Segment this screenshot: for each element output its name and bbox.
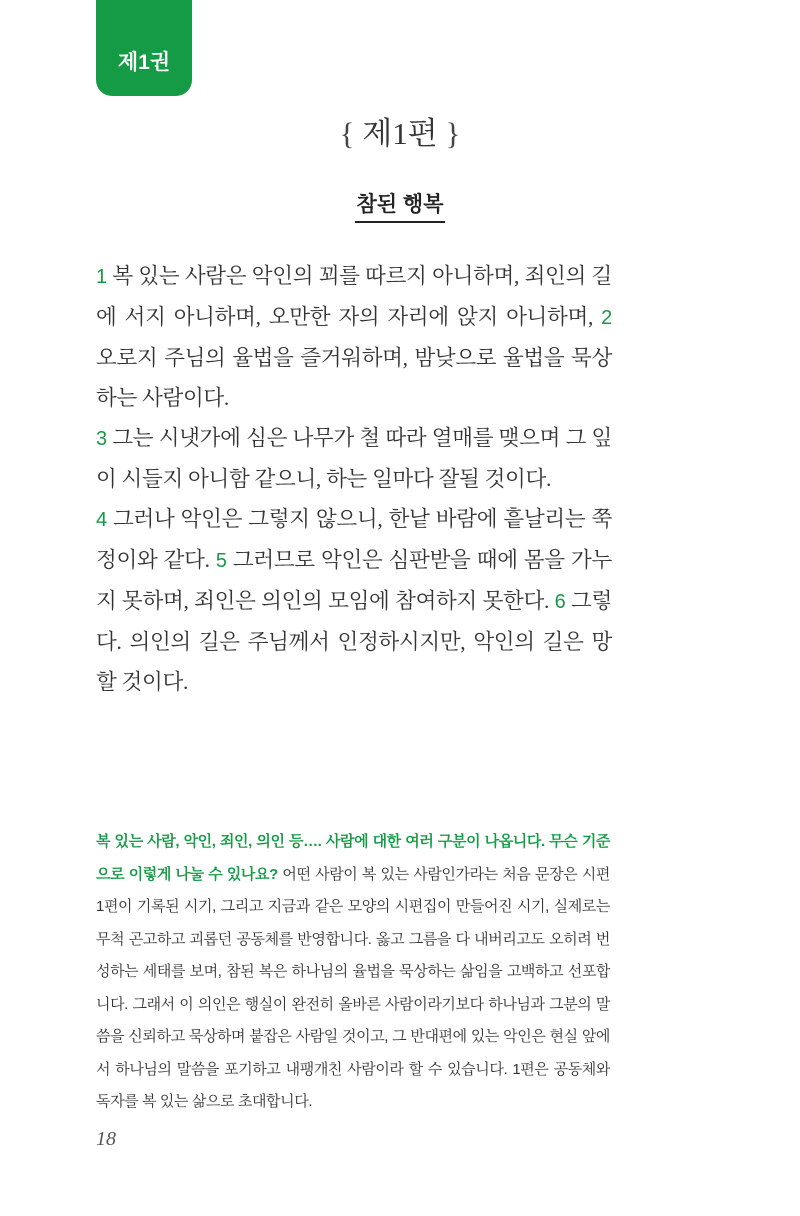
verse-text: 그는 시냇가에 심은 나무가 철 따라 열매를 맺으며 그 잎이 시들지 아니함 같으니, 하는 일마다 잘될 것이다. (96, 426, 612, 491)
verse-text: 오로지 주님의 율법을 즐거워하며, 밤낮으로 율법을 묵상하는 사람이다. (96, 346, 612, 410)
paragraph (96, 256, 612, 418)
verse-number: 6 (554, 591, 566, 613)
brace-close: } (445, 116, 461, 151)
paragraph (96, 418, 612, 499)
verse-text: 그러므로 악인은 심판받을 때에 몸을 가누지 못하며, 죄인은 의인의 모임에 참여하지 못한다. (96, 548, 612, 613)
volume-label: 제1권 (117, 51, 171, 74)
verse-text: 그렇다. 의인의 길은 주님께서 인정하시지만, 악인의 길은 망할 것이다. (96, 589, 612, 694)
verse-text: 그러나 악인은 그렇지 않으니, 한낱 바람에 흩날리는 쭉정이와 같다. (96, 507, 612, 572)
verse-number: 1 (96, 266, 107, 288)
commentary-text: 어떤 사람이 복 있는 사람인가라는 처음 문장은 시편 1편이 기록된 시기, 그리고 지금과 같은 모양의 시편집이 만들어진 시기, 실제로는 무척 곤고하고 괴롭던 공동체를 반영합니다. 옳고 그름을 다 내버리고도 오히려 번성하는 세태를 보며, 참된 복은 하나님의 율법을 묵상하는 삶임을 고백하고 선포합니다. 그래서 이 의인은 행실이 완전히 올바른 사람이라기보다 하나님과 그분의 말씀을 신뢰하고 묵상하며 붙잡은 사람일 것이고, 그 반대편에 있는 악인은 현실 앞에서 하나님의 말씀을 포기하고 내팽개친 사람이라 할 수 있습니다. 1편은 공동체와 독자를 복 있는 삶으로 초대합니다. (96, 865, 610, 1110)
verse-number: 4 (96, 509, 107, 531)
verse-number: 3 (96, 428, 107, 450)
commentary-box (96, 826, 610, 1119)
verse-text: 복 있는 사람은 악인의 꾀를 따르지 아니하며, 죄인의 길에 서지 아니하며, 오만한 자의 자리에 앉지 아니하며, (96, 264, 612, 329)
section-heading: 참된 행복 (355, 188, 446, 223)
verse-number: 2 (601, 307, 612, 329)
paragraph (96, 499, 612, 702)
verse-number: 5 (215, 550, 227, 572)
commentary-question: 복 있는 사람, 악인, 죄인, 의인 등…. 사람에 대한 여러 구분이 나옵니다. 무슨 기준으로 이렇게 나눌 수 있나요? (96, 833, 610, 883)
volume-tab (96, 0, 192, 96)
chapter-title (0, 108, 800, 153)
chapter-name: 제1편 (362, 116, 438, 151)
brace-open: { (339, 116, 355, 151)
scripture-text (96, 256, 612, 702)
page-number: 18 (96, 1128, 116, 1150)
section-heading-wrap (0, 188, 800, 223)
